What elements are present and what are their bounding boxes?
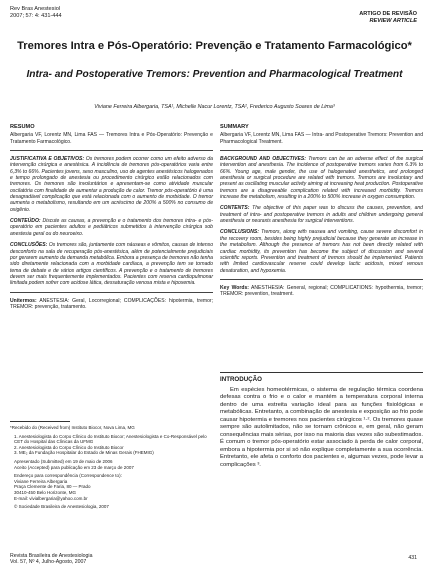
divider	[10, 292, 213, 293]
resumo-column	[10, 124, 213, 315]
section-text: Tremors can be an adverse effect of the surgical intervention and anesthesia. The incidence of postoperative tremors varies from 6.3% to 66%. Young age, male gender, the use of halogenated anesthetics, and prolonged anesthesia or surgical procedure are related with tremors. Tremors are involuntary and present as oscillating muscular activity aiming at increasing heat production. Postoperative tremors are a disagreeable complication related with increased morbidity. Tremors increase the metabolism, resulting in a 200% to 500% increase in oxygen consumption.	[220, 156, 423, 201]
keywords-text: ANESTESIA: Geral, Locorregional; COMPLICAÇÕES: hipotermia, tremor; TREMOR: prevenção, tratamento.	[10, 297, 213, 310]
submitted-date: Apresentado (Submitted) em 19 de maio de 2006	[14, 458, 113, 464]
summary-keywords	[220, 285, 423, 298]
section-label: CONCLUSÕES:	[10, 242, 48, 249]
section-divider	[220, 372, 423, 373]
summary-contents	[220, 205, 423, 224]
footer-volume: Vol. 57, Nº 4, Julho-Agosto, 2007	[10, 559, 87, 566]
resumo-unitermos	[10, 298, 213, 311]
summary-background	[220, 156, 423, 200]
page-number: 431	[408, 555, 417, 561]
article-type-en: REVIEW ARTICLE	[369, 17, 417, 24]
article-type-pt: ARTIGO DE REVISÃO	[359, 11, 417, 17]
affiliation-1: 1. Anestesiologista do Corpo Clínico do Instituto Biocor; Anestesiologista e Co-Responsável pelo CET do Hospital das Clínicas da UFMG	[14, 433, 207, 445]
resumo-justificativa	[10, 156, 213, 213]
correspondence-name: Viviane Ferreira Albergaria	[14, 478, 68, 484]
title-portuguese: Tremores Intra e Pós-Operatório: Prevenção e Tratamento Farmacológico*	[17, 40, 412, 52]
affiliation-3: 3. ME₂ da Fundação Hospitalar do Estado de Minas Gerais (FHEMIG)	[14, 450, 154, 456]
title-english: Intra- and Postoperative Tremors: Prevention and Pharmacological Treatment	[26, 69, 403, 80]
journal-short-name: Rev Bras Anestesiol	[10, 6, 61, 12]
summary-citation: Albergaria VF, Lorentz MN, Lima FAS — Intra- and Postoperative Tremors: Prevention and Pharmacological Treatment.	[220, 132, 423, 145]
running-header	[10, 6, 62, 20]
correspondence-email: E-mail: vivialbergaria@yahoo.com.br	[14, 495, 88, 501]
section-text: Os tremores são, juntamente com náuseas e vômitos, causas de intenso desconforto na sala de recuperação pós-anestésica, além de potencialmente prejudiciais por gerarem aumento da demanda metabólica. Embora a presença de tremores não tenha sido diretamente relacionada com a morbidade cardíaca, a prevenção tem se tornado tema de debate e de vários artigos científicos. A prevenção e o tratamento de tremores devem ser mais frequentemente implementados. Pacientes com reserva cardiopulmonar limitada podem sofrer com acidose lática, dessaturação venosa mista e hipoxemia.	[10, 242, 213, 287]
resumo-heading: RESUMO	[10, 124, 35, 130]
keywords-label: Unitermos:	[10, 297, 37, 304]
summary-column	[220, 124, 423, 303]
section-label: JUSTIFICATIVA E OBJETIVOS:	[10, 156, 85, 163]
article-type	[359, 11, 417, 24]
copyright-notice: © Sociedade Brasileira de Anestesiologia, 2007	[14, 504, 109, 510]
divider	[10, 150, 213, 151]
resumo-conteudo	[10, 218, 213, 237]
section-text: The objective of this paper was to discuss the causes, prevention, and treatment of intra- and postoperative tremors in adults and children undergoing general anesthesia or neuraxis anesthesia for surgical interventions.	[220, 205, 423, 225]
section-label: BACKGROUND AND OBJECTIVES:	[220, 156, 306, 163]
section-text: Os tremores podem ocorrer como um efeito adverso da intervenção cirúrgica e anestésica. A incidência de tremores pós-operatórios varia entre 6,3% to 66%. Pacientes jovens, sexo masculino, uso de agentes anestésicos halogenados e tempo prolongado de anestesia ou procedimento cirúrgico estão relacionados com tremores. Os tremores são involuntários e apresentam-se como atividade muscular oscilatória com finalidade de aumentar a produção de calor. Tremor pós-operatório é uma desagradável complicação que está relacionada com o aumento de morbidade. O tremor aumenta o metabolismo, resultando em um acréscimo de 200% a 500% no consumo de oxigênio.	[10, 156, 213, 213]
footnotes	[10, 421, 213, 510]
accepted-date: Aceito (Accepted) para publicação em 23 de março de 2007	[14, 464, 134, 470]
section-label: CONTENTS:	[220, 205, 250, 212]
section-label: CONTEÚDO:	[10, 218, 41, 225]
divider	[220, 279, 423, 280]
journal-citation: 2007; 57: 4: 431-444	[10, 13, 62, 19]
introduction-text: Em espécies homeotérmicas, o sistema de regulação térmica coordena defesas contra o frio e o calor e mantém a temperatura corporal interna dentro de uma estreita variação ideal para as funções fisiológicas e metabólicas. Entretanto, a combinação de anestesia e exposição ao frio pode causar hipotermia e tremores nos pacientes cirúrgicos ¹·². Os tremores quase sempre são autolimitados, não se tornam crônicos e, em geral, não geram consequências mais sérias, por isso na maioria das vezes são subestimados. É comum o tremor pós-operatório estar associado à perda de calor corporal, embora a hipotermia por si só não explique completamente a sua ocorrência. Entretanto, ele afeta o conforto dos pacientes e, algumas vezes, pode levar a complicações ³.	[220, 387, 423, 468]
footer-journal: Revista Brasileira de Anestesiologia	[10, 553, 93, 559]
introduction-heading: INTRODUÇÃO	[220, 376, 262, 383]
page-footer	[10, 553, 92, 566]
resumo-citation: Albergaria VF, Lorentz MN, Lima FAS — Tremores Intra e Pós-Operatório: Prevenção e Tratamento Farmacológico.	[10, 132, 213, 145]
summary-heading: SUMMARY	[220, 124, 249, 130]
resumo-conclusoes	[10, 242, 213, 286]
keywords-text: ANESTHESIA: General, regional; COMPLICATIONS: hypothermia, tremor; TREMOR: prevention, treatment.	[220, 284, 423, 298]
divider	[220, 150, 423, 151]
summary-conclusions	[220, 229, 423, 273]
author-list: Viviane Ferreira Albergaria, TSA¹, Michelle Nacur Lorentz, TSA², Frederico Augusto Soares de Lima³	[94, 104, 335, 110]
correspondence-label: Endereço para correspondência (Correspondence to):	[14, 473, 122, 479]
section-label: CONCLUSIONS:	[220, 229, 259, 236]
introduction-section	[220, 372, 423, 469]
affiliation-2: 2. Anestesiologista do Corpo Clínico do Instituto Biocor	[14, 444, 124, 450]
section-text: Tremors, along with nausea and vomiting, cause severe discomfort in the recovery room, besides being highly prejudicial because they generate an increase in the metabolism. Although the presence of tremors has not been directly related with cardiac morbidity, its prevention has become the subject of discussion and several scientific reports. Prevention and treatment of tremors should be implemented. Patients with limited cardiovascular reserve could develop lactic acidosis, mixed venous desaturation, and hypoxemia.	[220, 229, 423, 274]
received-note: *Recebido do (Received from) Instituto Biocor, Nova Lima, MG	[10, 425, 135, 430]
section-text: Discute as causas, a prevenção e o tratamento dos tremores intra- e pós-operatório em pacientes adultos e pediátricos submetidos à intervenção cirúrgica sob anestesia geral ou do neuroeixo.	[10, 218, 213, 237]
correspondence-address-2: 30410-450 Belo Horizonte, MG	[14, 489, 77, 495]
correspondence-address-1: Praça Clemente de Faria, 80 — Prado	[14, 484, 91, 490]
keywords-label: Key Words:	[220, 284, 249, 291]
footnote-divider	[10, 421, 70, 422]
